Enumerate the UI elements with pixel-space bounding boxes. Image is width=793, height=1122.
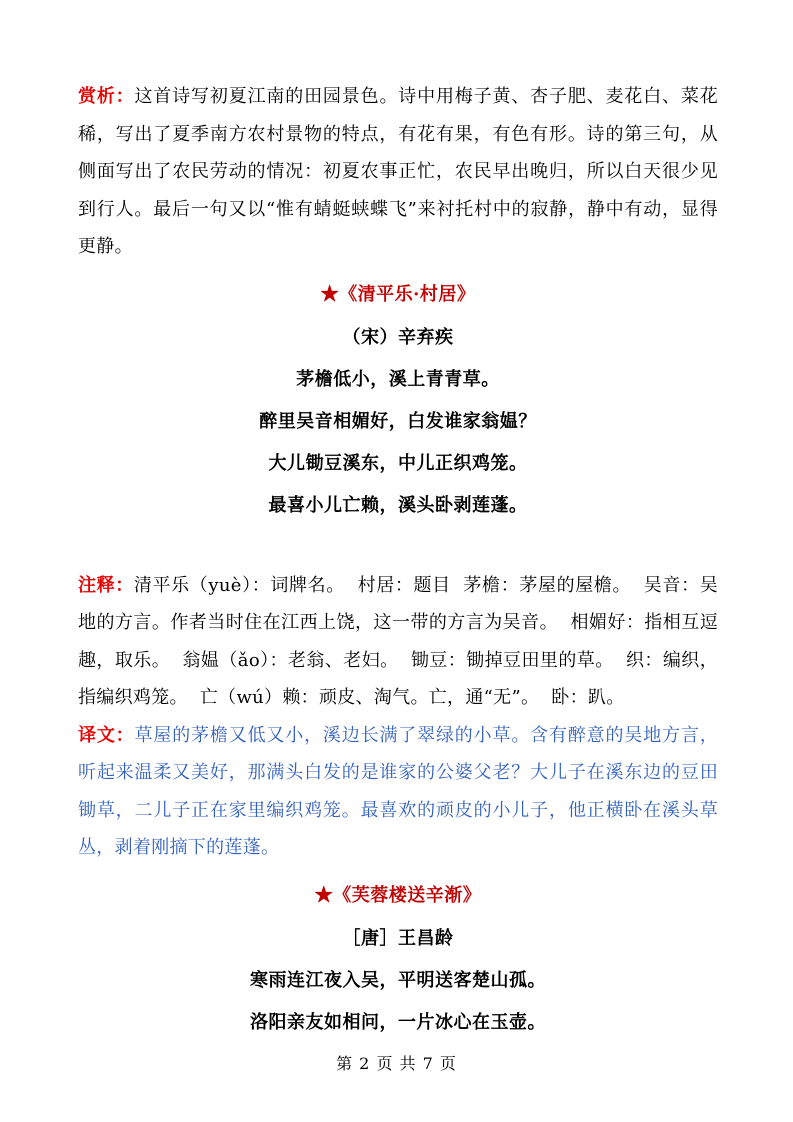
page-footer: 第 2 页 共 7 页	[336, 1054, 457, 1073]
poem1-title: ★《清平乐·村居》	[320, 283, 476, 305]
poem2-line: 寒雨连江夜入吴，平明送客楚山孤。	[250, 970, 546, 991]
document-page	[78, 78, 718, 1044]
poem2-title: ★《芙蓉楼送辛渐》	[314, 884, 482, 906]
appreciation-text: 这首诗写初夏江南的田园景色。诗中用梅子黄、杏子肥、麦花白、菜花稀，写出了夏季南方农村景物的特点，有花有果，有色有形。诗的第三句，从侧面写出了农民劳动的情况：初夏农事正忙，农民早出晚归，所以白天很少见到行人。最后一句又以“惟有蜻蜓蛱蝶飞”来衬托村中的寂静，静中有动，显得更静。	[78, 86, 719, 257]
notes-text: 清平乐（yuè）：词牌名。 村居：题目 茅檐：茅屋的屋檐。 吴音：吴地的方言。作者当时住在江西上饶，这一带的方言为吴音。 相媚好：指相互逗趣，取乐。 翁媪（ǎo）：老翁、老妇。 锄豆：锄掉豆田里的草。 织：编织，指编织鸡笼。 亡（wú）赖：顽皮、淘气。亡，通“无”。 卧：趴。	[78, 574, 719, 708]
poem1-line: 最喜小儿亡赖，溪头卧剥莲蓬。	[268, 495, 528, 516]
poem1-translation-paragraph	[78, 717, 718, 867]
translation-text: 草屋的茅檐又低又小，溪边长满了翠绿的小草。含有醉意的吴地方言，听起来温柔又美好，那满头白发的是谁家的公婆父老？大儿子在溪东边的豆田锄草，二儿子正在家里编织鸡笼。最喜欢的顽皮的小儿子，他正横卧在溪头草丛，剥着刚摘下的莲蓬。	[78, 724, 719, 858]
translation-label: 译文：	[78, 724, 135, 746]
poem1-line: 醉里吴音相媚好，白发谁家翁媪？	[259, 411, 537, 432]
poem2-author: ［唐］王昌龄	[342, 928, 454, 949]
poem1-author: （宋）辛弃疾	[342, 327, 454, 348]
poem1-line: 茅檐低小，溪上青青草。	[296, 369, 500, 390]
appreciation-label: 赏析：	[78, 86, 135, 107]
poem1-notes-paragraph	[78, 529, 718, 717]
poem1-line: 大儿锄豆溪东，中儿正织鸡笼。	[268, 453, 528, 474]
notes-label: 注释：	[78, 574, 134, 596]
poem2-line: 洛阳亲友如相问，一片冰心在玉壶。	[250, 1012, 546, 1033]
appreciation-paragraph	[78, 78, 718, 266]
